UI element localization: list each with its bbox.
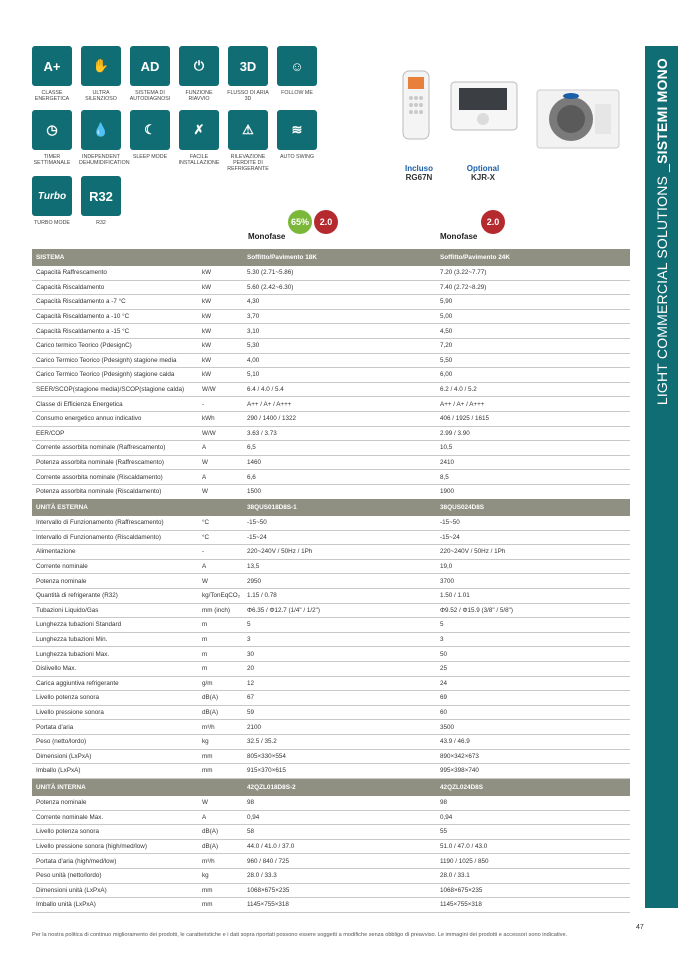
table-cell: 5,50 [436,353,630,368]
sleep-mode-icon: ☾ [130,110,170,150]
table-row [32,898,630,913]
table-cell: A [198,559,243,574]
table-cell: 7,20 [436,338,630,353]
table-row [32,868,630,883]
table-cell: Potenza assorbita nominale (Raffrescamento) [32,455,198,470]
table-cell: Dimensioni (LxPxA) [32,749,198,764]
table-cell: 1.15 / 0.78 [243,588,436,603]
wired-controller-caption: Optional KJR-X [466,164,500,182]
feature-item [30,46,74,102]
table-cell: Livello potenza sonora [32,691,198,706]
table-cell: g/m [198,676,243,691]
table-cell: 13,5 [243,559,436,574]
r32-icon: R32 [81,176,121,216]
table-row [32,734,630,749]
table-row [32,338,630,353]
table-cell: kW [198,266,243,280]
table-cell: Portata d'aria (high/med/low) [32,854,198,869]
table-cell: A [198,441,243,456]
table-cell: Livello pressione sonora [32,705,198,720]
table-cell: 30 [243,647,436,662]
table-row [32,516,630,530]
teorico-badge: 2.0 [314,210,338,234]
table-cell: kg/TonEqCO₂ [198,588,243,603]
table-cell: Alimentazione [32,545,198,560]
table-cell: 890×342×673 [436,749,630,764]
table-cell: 12 [243,676,436,691]
table-cell: 20 [243,661,436,676]
table-cell: 5.30 (2.71~5.86) [243,266,436,280]
feature-label: SISTEMA DI AUTODIAGNOSI [129,90,171,103]
table-cell: 995×398×740 [436,764,630,779]
column-header: 42QZL018D8S-2 [243,779,436,796]
table-row [32,676,630,691]
sidebar-title: LIGHT COMMERCIAL SOLUTIONS _ SISTEMI MONO [653,58,670,406]
feature-label: FOLLOW ME [281,90,313,96]
table-cell: 1190 / 1025 / 850 [436,854,630,869]
table-cell: kW [198,295,243,310]
table-cell: 7.40 (2.72~8.29) [436,280,630,295]
feature-item [275,46,319,96]
table-cell: Livello potenza sonora [32,825,198,840]
table-cell: 6.2 / 4.0 / 5.2 [436,382,630,397]
remote-caption: Incluso RG67N [404,164,433,182]
table-cell: 3,10 [243,324,436,339]
column-header: 38QUS018D8S-1 [243,499,436,516]
table-cell: 2950 [243,574,436,589]
column-header: Soffitto/Pavimento 18K [243,249,436,266]
table-cell: m [198,661,243,676]
table-row [32,266,630,280]
table-cell: Corrente nominale Max. [32,810,198,825]
table-row [32,455,630,470]
feature-label: AUTO SWING [279,154,315,160]
table-row [32,854,630,869]
column-header: Soffitto/Pavimento 24K [436,249,630,266]
table-cell: Peso (netto/lordo) [32,734,198,749]
table-cell: 69 [436,691,630,706]
table-row [32,426,630,441]
table-cell: dB(A) [198,705,243,720]
table-cell: 55 [436,825,630,840]
table-cell: -15~24 [436,530,630,545]
table-row [32,883,630,898]
table-cell: Imballo unità (LxPxA) [32,898,198,913]
table-cell: dB(A) [198,825,243,840]
table-row [32,825,630,840]
feature-item [226,46,270,102]
table-cell: 290 / 1400 / 1322 [243,411,436,426]
feature-item [128,46,172,102]
table-cell: 98 [243,796,436,810]
table-row [32,280,630,295]
table-cell: 6,6 [243,470,436,485]
table-cell: dB(A) [198,839,243,854]
table-row [32,749,630,764]
table-row [32,647,630,662]
table-row [32,324,630,339]
table-cell: 60 [436,705,630,720]
table-cell: Capacità Riscaldamento a -15 °C [32,324,198,339]
table-cell: Carico termico Teorico (PdesignC) [32,338,198,353]
table-cell: 5,10 [243,368,436,383]
feature-label: FUNZIONE RIAVVIO [185,90,213,103]
table-cell: 98 [436,796,630,810]
table-cell: Tubazioni Liquido/Gas [32,603,198,618]
table-cell: 960 / 840 / 725 [243,854,436,869]
table-cell: 3700 [436,574,630,589]
table-cell: 0,94 [243,810,436,825]
table-cell: -15~50 [243,516,436,530]
feature-label: FACILE INSTALLAZIONE [178,154,220,167]
table-cell: 1068×675×235 [436,883,630,898]
turbo-mode-icon: Turbo [32,176,72,216]
table-cell: W [198,484,243,499]
table-cell: 3500 [436,720,630,735]
table-cell: m [198,618,243,633]
feature-label: SLEEP MODE [132,154,168,160]
table-cell: Corrente nominale [32,559,198,574]
table-header [32,779,630,796]
follow-me-icon: ☺ [277,46,317,86]
table-cell: Lunghezza tubazioni Min. [32,632,198,647]
table-cell: 3 [243,632,436,647]
table-cell: Corrente assorbita nominale (Riscaldamento) [32,470,198,485]
feature-label: R32 [96,220,106,226]
energy-class-icon: A+ [32,46,72,86]
table-cell: Corrente assorbita nominale (Raffrescamento) [32,441,198,456]
table-cell: dB(A) [198,691,243,706]
table-cell: W [198,455,243,470]
feature-item [128,110,172,160]
page-number: 47 [636,924,644,931]
table-cell: 6,5 [243,441,436,456]
table-cell: 44.0 / 41.0 / 37.0 [243,839,436,854]
table-cell: Carico Termico Teorico (Pdesignh) stagione media [32,353,198,368]
table-cell: 4,50 [436,324,630,339]
feature-label: CLASSE ENERGETICA [34,90,70,103]
table-row [32,705,630,720]
table-cell: Capacità Raffrescamento [32,266,198,280]
table-cell: Intervallo di Funzionamento (Raffrescamento) [32,516,198,530]
restart-icon: ⏻ [179,46,219,86]
table-row [32,559,630,574]
table-row [32,484,630,499]
table-cell: Φ9.52 / Φ15.9 (3/8" / 5/8") [436,603,630,618]
table-cell: Φ6.35 / Φ12.7 (1/4" / 1/2") [243,603,436,618]
table-cell: W [198,574,243,589]
table-cell: m³/h [198,720,243,735]
feature-item [275,110,319,160]
feature-label: FLUSSO DI ARIA 3D [227,90,269,103]
table-row [32,839,630,854]
feature-item [177,110,221,166]
table-cell: 3,70 [243,309,436,324]
table-cell: A [198,810,243,825]
table-row [32,545,630,560]
table-row [32,295,630,310]
table-cell: Lunghezza tubazioni Standard [32,618,198,633]
table-cell: 1500 [243,484,436,499]
table-cell: 5 [436,618,630,633]
table-row [32,530,630,545]
table-cell: W/W [198,426,243,441]
monofase-left: Monofase [248,232,286,241]
feature-item [79,176,123,226]
monofase-right: Monofase [440,232,478,241]
table-cell: Peso unità (netto/lordo) [32,868,198,883]
feature-item [177,46,221,102]
efficiency-badge: 65% [288,210,312,234]
table-cell: kW [198,280,243,295]
table-cell: 32.5 / 35.2 [243,734,436,749]
table-cell: Capacità Riscaldamento a -10 °C [32,309,198,324]
table-cell: mm [198,883,243,898]
table-cell: mm [198,898,243,913]
table-cell: 1460 [243,455,436,470]
table-row [32,470,630,485]
table-cell: -15~50 [436,516,630,530]
table-cell: 43.9 / 46.9 [436,734,630,749]
table-cell: 8,5 [436,470,630,485]
product-images [395,66,635,186]
table-row [32,632,630,647]
table-cell: W/W [198,382,243,397]
spec-table [32,249,630,500]
table-cell: Livello pressione sonora (high/med/low) [32,839,198,854]
table-cell: 4,00 [243,353,436,368]
table-cell: °C [198,516,243,530]
table-row [32,574,630,589]
table-cell: 220~240V / 50Hz / 1Ph [436,545,630,560]
table-cell: m [198,647,243,662]
spec-table [32,499,630,779]
spec-table [32,779,630,913]
table-row [32,796,630,810]
table-row [32,764,630,779]
table-cell: 3 [436,632,630,647]
easy-install-icon: ✗ [179,110,219,150]
table-header [32,499,630,516]
table-cell: Potenza assorbita nominale (Riscaldamento) [32,484,198,499]
auto-swing-icon: ≋ [277,110,317,150]
table-row [32,661,630,676]
table-cell: 24 [436,676,630,691]
ultra-silent-icon: ✋ [81,46,121,86]
table-cell: 5,30 [243,338,436,353]
footer-disclaimer: Per la nostra politica di continuo miglioramento dei prodotti, le caratteristiche e i dati sopra riportati possono essere soggetti a modifiche senza obbligo di preavviso. Le immagini dei prodotti e accessori sono indicative. [32,932,568,938]
table-cell: A [198,470,243,485]
table-row [32,810,630,825]
table-row [32,603,630,618]
table-cell: 805×330×554 [243,749,436,764]
table-cell: 0,94 [436,810,630,825]
table-row [32,720,630,735]
table-cell: Quantità di refrigerante (R32) [32,588,198,603]
table-row [32,397,630,412]
feature-label: TURBO MODE [34,220,70,226]
table-cell: 19,0 [436,559,630,574]
table-cell: A++ / A+ / A+++ [436,397,630,412]
table-cell: 59 [243,705,436,720]
table-row [32,441,630,456]
table-cell: 6,00 [436,368,630,383]
table-cell: kW [198,338,243,353]
table-cell: mm [198,749,243,764]
table-cell: 5,00 [436,309,630,324]
table-cell: kg [198,734,243,749]
table-cell: mm [198,764,243,779]
sidebar [645,46,678,908]
column-header: UNITÀ INTERNA [32,779,243,796]
table-cell: Carica aggiuntiva refrigerante [32,676,198,691]
table-cell: kW [198,353,243,368]
table-cell: mm (inch) [198,603,243,618]
table-cell: 6.4 / 4.0 / 5.4 [243,382,436,397]
teorico-badge-right: 2.0 [481,210,505,234]
table-cell: 25 [436,661,630,676]
table-cell: 2.99 / 3.90 [436,426,630,441]
table-cell: 2410 [436,455,630,470]
table-cell: Intervallo di Funzionamento (Riscaldamento) [32,530,198,545]
table-row [32,353,630,368]
table-cell: 4,30 [243,295,436,310]
table-cell: 1145×755×318 [436,898,630,913]
feature-label: ULTRA SILENZIOSO [85,90,117,103]
table-row [32,588,630,603]
feature-item [79,110,130,167]
table-cell: Potenza nominale [32,574,198,589]
table-cell: m [198,632,243,647]
table-cell: m³/h [198,854,243,869]
feature-label: RILEVAZIONE PERDITE DI REFRIGERANTE [227,154,269,173]
table-cell: Dimensioni unità (LxPxA) [32,883,198,898]
airflow-3d-icon: 3D [228,46,268,86]
table-cell: 50 [436,647,630,662]
table-cell: 3.63 / 3.73 [243,426,436,441]
table-cell: 7.20 (3.22~7.77) [436,266,630,280]
table-cell: Lunghezza tubazioni Max. [32,647,198,662]
table-cell: 220~240V / 50Hz / 1Ph [243,545,436,560]
autodiagnosis-icon: AD [130,46,170,86]
table-cell: W [198,796,243,810]
table-cell: 51.0 / 47.0 / 43.0 [436,839,630,854]
column-header: 38QUS024D8S [436,499,630,516]
dehumidification-icon: 💧 [81,110,121,150]
table-cell: Carico Termico Teorico (Pdesignh) stagione calda [32,368,198,383]
table-cell: 5 [243,618,436,633]
table-cell: Consumo energetico annuo indicativo [32,411,198,426]
table-row [32,618,630,633]
table-cell: 28.0 / 33.3 [243,868,436,883]
table-cell: Dislivello Max. [32,661,198,676]
table-cell: 28.0 / 33.1 [436,868,630,883]
table-row [32,368,630,383]
table-cell: kWh [198,411,243,426]
table-cell: 1068×675×235 [243,883,436,898]
table-row [32,382,630,397]
leak-detection-icon: ⚠ [228,110,268,150]
table-cell: °C [198,530,243,545]
timer-icon: ◷ [32,110,72,150]
table-header [32,249,630,266]
table-cell: Capacità Riscaldamento a -7 °C [32,295,198,310]
table-cell: - [198,545,243,560]
table-cell: EER/COP [32,426,198,441]
table-cell: Imballo (LxPxA) [32,764,198,779]
table-cell: - [198,397,243,412]
table-cell: Potenza nominale [32,796,198,810]
table-row [32,691,630,706]
table-cell: 1145×755×318 [243,898,436,913]
column-header: SISTEMA [32,249,243,266]
feature-item [30,110,74,166]
column-header: UNITÀ ESTERNA [32,499,243,516]
table-cell: kW [198,324,243,339]
table-cell: Capacità Riscaldamento [32,280,198,295]
table-cell: 915×370×615 [243,764,436,779]
feature-item [30,176,74,226]
feature-label: TIMER SETTIMANALE [33,154,71,167]
table-cell: SEER/SCOP(stagione media)/SCOP(stagione calda) [32,382,198,397]
table-cell: 58 [243,825,436,840]
table-cell: kW [198,309,243,324]
column-header: 42QZL024D8S [436,779,630,796]
table-cell: 1.50 / 1.01 [436,588,630,603]
table-cell: 67 [243,691,436,706]
table-cell: 10,5 [436,441,630,456]
table-cell: kW [198,368,243,383]
table-cell: Classe di Efficienza Energetica [32,397,198,412]
table-cell: -15~24 [243,530,436,545]
table-row [32,309,630,324]
table-cell: A++ / A+ / A+++ [243,397,436,412]
feature-item [79,46,123,102]
table-cell: 5,90 [436,295,630,310]
feature-label: INDEPENDENT DEHUMIDIFICATION [79,154,130,167]
table-cell: 1900 [436,484,630,499]
table-cell: 406 / 1925 / 1615 [436,411,630,426]
feature-item [226,110,270,173]
table-cell: Portata d'aria [32,720,198,735]
table-row [32,411,630,426]
table-cell: kg [198,868,243,883]
table-cell: 2100 [243,720,436,735]
table-cell: 5.60 (2.42~6.30) [243,280,436,295]
